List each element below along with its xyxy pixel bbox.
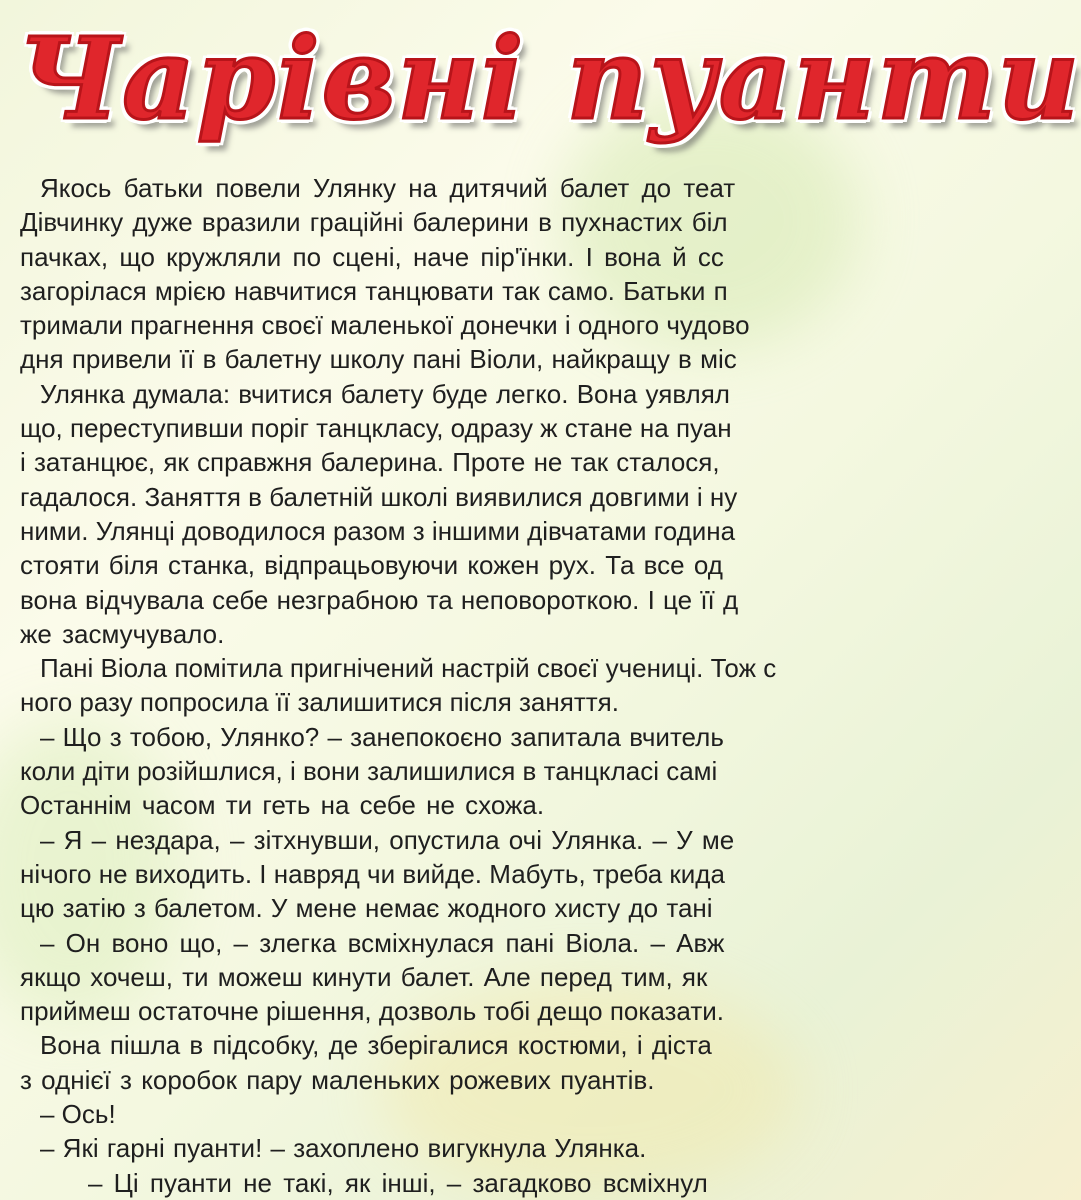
text-line: нічого не виходить. І навряд чи вийде. Мабуть, треба кида (20, 858, 725, 889)
text-line: – Ось! (40, 1099, 116, 1130)
text-line: тримали прагнення своєї маленької донечки і одного чудово (20, 310, 750, 341)
text-line: що, переступивши поріг танцкласу, одразу ж стане на пуан (20, 413, 732, 444)
text-line: вона відчувала себе незграбною та неповороткою. І це її д (20, 584, 739, 615)
text-line: – Що з тобою, Улянко? – занепокоєно запитала вчитель (40, 721, 724, 752)
text-line: Останнім часом ти геть на себе не схожа. (20, 790, 545, 821)
text-line: приймеш остаточне рішення, дозволь тобі дещо показати. (20, 996, 724, 1027)
text-line: загорілася мрією навчитися танцювати так само. Батьки п (20, 275, 728, 306)
text-line: якщо хочеш, ти можеш кинути балет. Але перед тим, як (20, 961, 708, 992)
text-line: пачках, що кружляли по сцені, наче пір'їнки. І вона й сс (20, 241, 724, 272)
text-line: – Ці пуанти не такі, як інші, – загадково всміхнул (88, 1167, 708, 1198)
text-line: – Які гарні пуанти! – захоплено вигукнула Улянка. (40, 1133, 647, 1164)
text-line: ного разу попросила її залишитися після заняття. (20, 687, 619, 718)
text-line: цю затію з балетом. У мене немає жодного хисту до тані (20, 893, 713, 924)
text-line: з однієї з коробок пару маленьких рожевих пуантів. (20, 1064, 655, 1095)
text-line: стояти біля станка, відпрацьовуючи кожен рух. Та все од (20, 550, 723, 581)
text-line: і затанцює, як справжня балерина. Проте не так сталося, (20, 447, 720, 478)
text-line: Вона пішла в підсобку, де зберігалися костюми, і діста (40, 1030, 712, 1061)
story-title: Чарівні пуанти (18, 14, 1081, 145)
text-line: коли діти розійшлися, і вони залишилися в танцкласі самі (20, 756, 718, 787)
text-line: – Он воно що, – злегка всміхнулася пані Віола. – Авж (40, 927, 725, 958)
story-text (0, 171, 849, 1200)
text-line: же засмучувало. (20, 618, 225, 649)
text-line: Дівчинку дуже вразили граційні балерини в пухнастих біл (20, 207, 728, 238)
text-line: – Я – нездара, – зітхнувши, опустила очі Улянка. – У ме (40, 824, 735, 855)
text-line: дня привели її в балетну школу пані Віоли, найкращу в міс (20, 344, 737, 375)
text-line: Улянка думала: вчитися балету буде легко. Вона уявлял (40, 378, 730, 409)
text-line: Пані Віола помітила пригнічений настрій своєї учениці. Тож с (40, 653, 777, 684)
text-line: Якось батьки повели Улянку на дитячий балет до теат (40, 173, 736, 203)
text-line: гадалося. Заняття в балетній школі виявилися довгими і ну (20, 481, 738, 512)
text-line: ними. Улянці доводилося разом з іншими дівчатами година (20, 515, 736, 546)
